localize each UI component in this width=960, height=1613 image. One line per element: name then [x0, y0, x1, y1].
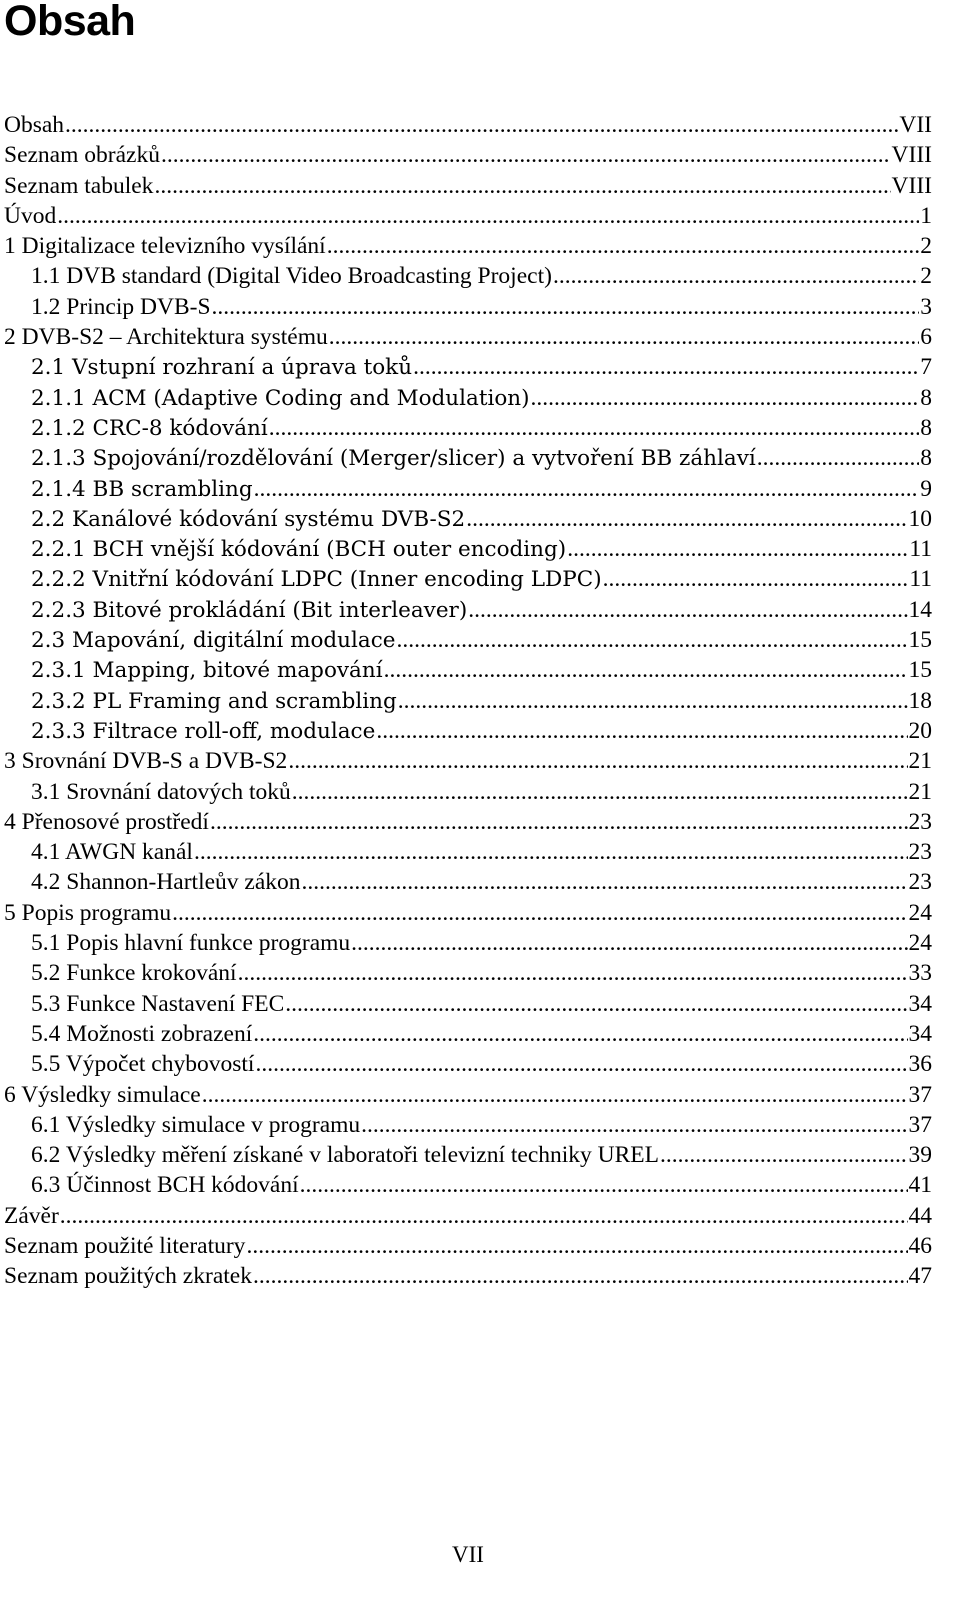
toc-entry[interactable]: [4, 686, 932, 716]
dot-leader: [161, 140, 891, 170]
dot-leader: [466, 504, 907, 534]
dot-leader: [660, 1140, 907, 1170]
toc-entry[interactable]: [4, 1080, 932, 1110]
toc-entry-title: 3 Srovnání DVB-S a DVB-S2: [4, 748, 288, 775]
toc-entry-page: 9: [920, 475, 932, 502]
toc-entry-page: VIII: [891, 142, 932, 169]
toc-entry-page: 11: [909, 536, 932, 563]
toc-entry[interactable]: [4, 1201, 932, 1231]
toc-entry-title: 5.3 Funkce Nastavení FEC: [31, 990, 285, 1017]
toc-entry-title: 2.2 Kanálové kódování systému DVB-S2: [31, 506, 466, 532]
dot-leader: [154, 171, 890, 201]
toc-entry[interactable]: [4, 1049, 932, 1079]
dot-leader: [285, 989, 907, 1019]
toc-entry-title: 2.2.3 Bitové prokládání (Bit interleaver): [31, 597, 468, 623]
toc-entry-title: 5 Popis programu: [4, 899, 172, 926]
toc-entry-title: 2.2.2 Vnitřní kódování LDPC (Inner encoding LDPC): [31, 567, 602, 593]
dot-leader: [202, 1080, 908, 1110]
dot-leader: [255, 1049, 907, 1079]
toc-entry[interactable]: [4, 564, 932, 594]
toc-entry[interactable]: [4, 625, 932, 655]
dot-leader: [351, 928, 907, 958]
toc-entry-title: 2.1.4 BB scrambling: [31, 476, 253, 502]
toc-entry-title: 6.2 Výsledky měření získané v laboratoři televizní techniky UREL: [31, 1142, 660, 1169]
toc-entry-title: 6.3 Účinnost BCH kódování: [31, 1172, 299, 1199]
toc-entry[interactable]: [4, 504, 932, 534]
toc-entry-page: 47: [908, 1263, 932, 1290]
dot-leader: [212, 292, 920, 322]
toc-entry-title: 6 Výsledky simulace: [4, 1081, 201, 1108]
toc-entry-title: Seznam použitých zkratek: [4, 1263, 252, 1290]
toc-entry-page: 1: [920, 202, 932, 229]
dot-leader: [327, 231, 920, 261]
dot-leader: [172, 898, 907, 928]
dot-leader: [567, 534, 908, 564]
toc-entry-title: Obsah: [4, 112, 65, 138]
page-number: VII: [452, 1542, 484, 1567]
toc-entry[interactable]: [4, 837, 932, 867]
toc-entry[interactable]: [4, 322, 932, 352]
toc-entry-title: Seznam použité literatury: [4, 1232, 246, 1259]
toc-entry[interactable]: [4, 746, 932, 776]
toc-entry[interactable]: [4, 655, 932, 685]
dot-leader: [253, 1261, 908, 1291]
toc-entry-title: 2.1.1 ACM (Adaptive Coding and Modulation): [31, 385, 530, 411]
dot-leader: [384, 655, 908, 685]
dot-leader: [302, 867, 908, 897]
toc-entry[interactable]: [4, 352, 932, 382]
toc-entry[interactable]: [4, 201, 932, 231]
toc-entry-title: 5.5 Výpočet chybovostí: [31, 1051, 255, 1078]
toc-entry-title: Seznam obrázků: [4, 142, 160, 169]
toc-entry-page: 2: [920, 263, 932, 290]
toc-entry[interactable]: [4, 110, 932, 140]
dot-leader: [468, 595, 907, 625]
toc-entry-title: 2.3.1 Mapping, bitové mapování: [31, 658, 383, 684]
dot-leader: [553, 261, 919, 291]
toc-entry[interactable]: [4, 1110, 932, 1140]
toc-entry-title: 2.1.2 CRC-8 kódování: [31, 415, 268, 441]
dot-leader: [57, 201, 919, 231]
toc-entry-page: 8: [920, 414, 932, 441]
toc-entry-page: 10: [908, 505, 932, 532]
dot-leader: [531, 383, 920, 413]
toc-entry-title: 2.3.2 PL Framing and scrambling: [31, 688, 397, 714]
toc-entry-title: 1.2 Princip DVB-S: [31, 293, 211, 320]
toc-entry[interactable]: [4, 1231, 932, 1261]
toc-entry[interactable]: [4, 898, 932, 928]
toc-entry[interactable]: [4, 989, 932, 1019]
toc-entry[interactable]: [4, 171, 932, 201]
toc-entry-page: 34: [908, 1020, 932, 1047]
toc-entry-page: 23: [908, 808, 932, 835]
toc-entry-page: 11: [909, 566, 932, 593]
toc-entry-title: 2.2.1 BCH vnější kódování (BCH outer encoding): [31, 537, 567, 563]
toc-entry-page: 7: [920, 354, 932, 381]
toc-entry-page: 23: [908, 839, 932, 866]
toc-entry-page: 14: [908, 596, 932, 623]
toc-entry-page: 15: [908, 657, 932, 684]
toc-entry[interactable]: [4, 777, 932, 807]
toc-entry-page: 6: [920, 324, 932, 351]
dot-leader: [60, 1201, 908, 1231]
toc-entry-title: 5.1 Popis hlavní funkce programu: [31, 930, 351, 957]
toc-entry-page: 37: [908, 1081, 932, 1108]
dot-leader: [288, 746, 907, 776]
dot-leader: [210, 807, 908, 837]
toc-entry-title: 6.1 Výsledky simulace v programu: [31, 1111, 361, 1138]
dot-leader: [413, 352, 919, 382]
toc-entry-title: Závěr: [4, 1202, 59, 1229]
toc-entry-title: 5.4 Možnosti zobrazení: [31, 1020, 253, 1047]
toc-entry[interactable]: [4, 413, 932, 443]
toc-entry[interactable]: [4, 867, 932, 897]
toc-entry-title: 2.1 Vstupní rozhraní a úprava toků: [31, 355, 413, 381]
toc-entry[interactable]: [4, 1170, 932, 1200]
toc-entry-page: 2: [920, 233, 932, 260]
toc-entry[interactable]: [4, 292, 932, 322]
dot-leader: [238, 958, 908, 988]
toc-entry-page: 24: [908, 930, 932, 957]
dot-leader: [376, 716, 907, 746]
toc-entry[interactable]: [4, 140, 932, 170]
toc-entry[interactable]: [4, 716, 932, 746]
dot-leader: [757, 443, 920, 473]
dot-leader: [329, 322, 920, 352]
toc-entry-title: Úvod: [4, 202, 57, 229]
toc-entry-title: 4.2 Shannon-Hartleův zákon: [31, 869, 301, 896]
dot-leader: [300, 1170, 908, 1200]
toc-entry-page: 20: [908, 717, 932, 744]
dot-leader: [65, 110, 898, 140]
toc-entry[interactable]: [4, 1019, 932, 1049]
toc-entry-page: 36: [908, 1051, 932, 1078]
toc-entry-page: VIII: [891, 172, 932, 199]
toc-entry-title: 4 Přenosové prostředí: [4, 808, 209, 835]
dot-leader: [361, 1110, 907, 1140]
toc-entry-page: 37: [908, 1111, 932, 1138]
toc-entry[interactable]: [4, 261, 932, 291]
toc-entry-title: 2 DVB-S2 – Architektura systému: [4, 324, 328, 351]
page-title: Obsah: [4, 0, 136, 45]
dot-leader: [246, 1231, 907, 1261]
toc-entry[interactable]: [4, 383, 932, 413]
toc-entry-page: VII: [899, 112, 932, 138]
dot-leader: [269, 413, 919, 443]
toc-entry-page: 33: [908, 960, 932, 987]
dot-leader: [397, 625, 908, 655]
toc-entry[interactable]: [4, 928, 932, 958]
dot-leader: [603, 564, 909, 594]
toc-entry-page: 8: [920, 445, 932, 472]
dot-leader: [253, 1019, 907, 1049]
toc-entry-page: 18: [908, 687, 932, 714]
toc-entry-title: 1.1 DVB standard (Digital Video Broadcasting Project): [31, 263, 552, 290]
toc-entry-title: 3.1 Srovnání datových toků: [31, 778, 291, 805]
toc-entry-page: 39: [908, 1142, 932, 1169]
table-of-contents: [4, 110, 932, 1292]
toc-entry-page: 46: [908, 1232, 932, 1259]
toc-entry-page: 34: [908, 990, 932, 1017]
toc-entry[interactable]: [4, 1261, 932, 1291]
toc-entry-title: 1 Digitalizace televizního vysílání: [4, 233, 326, 260]
dot-leader: [254, 474, 920, 504]
toc-entry-page: 21: [908, 748, 932, 775]
toc-entry[interactable]: [4, 474, 932, 504]
toc-entry-page: 3: [920, 293, 932, 320]
dot-leader: [194, 837, 908, 867]
toc-entry-title: 2.1.3 Spojování/rozdělování (Merger/slicer) a vytvoření BB záhlaví: [31, 446, 756, 472]
toc-entry-page: 21: [908, 778, 932, 805]
toc-entry[interactable]: [4, 231, 932, 261]
toc-entry[interactable]: [4, 807, 932, 837]
toc-entry[interactable]: [4, 534, 932, 564]
toc-entry[interactable]: [4, 958, 932, 988]
toc-entry-title: 2.3 Mapování, digitální modulace: [31, 628, 396, 654]
toc-entry-page: 15: [908, 627, 932, 654]
toc-entry-page: 41: [908, 1172, 932, 1199]
toc-entry-title: 2.3.3 Filtrace roll-off, modulace: [31, 718, 376, 744]
toc-entry-page: 8: [920, 384, 932, 411]
toc-entry-page: 24: [908, 899, 932, 926]
dot-leader: [292, 777, 908, 807]
toc-entry-title: 4.1 AWGN kanál: [31, 839, 193, 866]
toc-entry-title: Seznam tabulek: [4, 172, 154, 199]
toc-entry[interactable]: [4, 1140, 932, 1170]
toc-entry[interactable]: [4, 595, 932, 625]
toc-entry-page: 23: [908, 869, 932, 896]
toc-entry-page: 44: [908, 1202, 932, 1229]
toc-entry-title: 5.2 Funkce krokování: [31, 960, 237, 987]
toc-entry[interactable]: [4, 443, 932, 473]
dot-leader: [398, 686, 908, 716]
